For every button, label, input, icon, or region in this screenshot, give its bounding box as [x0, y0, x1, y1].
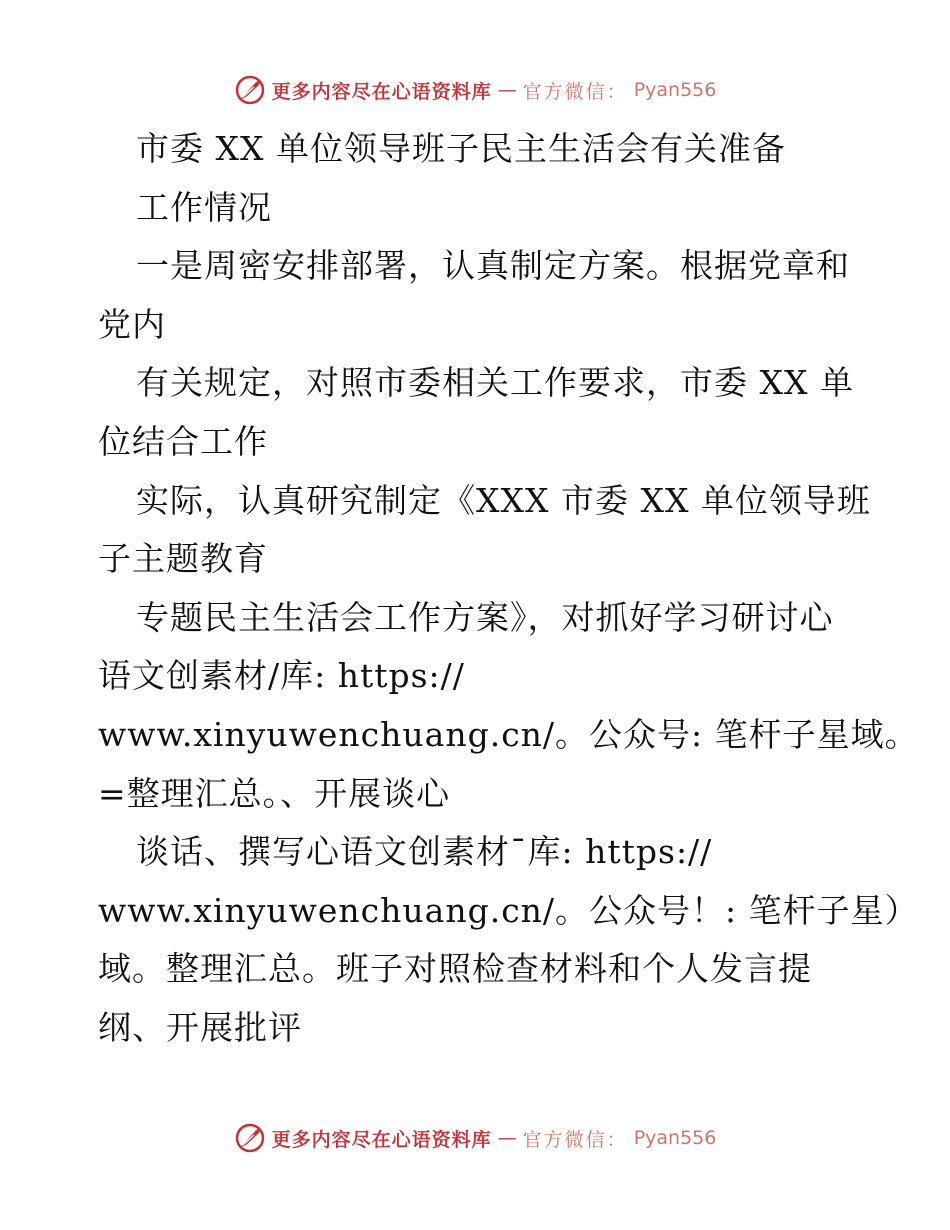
document-body [98, 120, 919, 1058]
feather-pen-logo-icon [234, 1122, 266, 1154]
footer-banner [0, 1118, 950, 1158]
footer-separator: — [497, 1127, 517, 1149]
banner-wechat-account: Pyan556 [633, 79, 717, 101]
banner-wechat-label: 官方微信： [522, 80, 628, 103]
paragraph-line: 有关规定，对照市委相关工作要求，市委 XX 单 [136, 363, 854, 403]
paragraph-line: 域。整理汇总。班子对照检查材料和个人发言提 [98, 949, 812, 989]
paragraph-line: 谈话、撰写心语文创素材¯库: https:// [136, 832, 713, 872]
paragraph-line: 语文创素材/库: https:// [98, 656, 465, 696]
paragraph-line: 子主题教育 [98, 539, 268, 579]
paragraph-line: 实际，认真研究制定《XXX 市委 XX 单位领导班 [136, 480, 871, 520]
feather-pen-logo-icon [234, 74, 266, 106]
title-line-2: 工作情况 [136, 187, 272, 227]
footer-wechat-account: Pyan556 [633, 1127, 717, 1149]
paragraph-line: 党内 [98, 304, 166, 344]
footer-wechat-label: 官方微信： [522, 1128, 628, 1151]
paragraph-line: www.xinyuwenchuang.cn/。公众号: 笔杆子星域。 [98, 714, 919, 754]
paragraph-line: =整理汇总。、开展谈心 [98, 773, 451, 813]
banner-separator: — [497, 79, 517, 101]
paragraph-line: 纲、开展批评 [98, 1007, 302, 1047]
header-banner [0, 70, 950, 110]
footer-site-name: 更多内容尽在心语资料库 [271, 1128, 492, 1151]
paragraph-line: 位结合工作 [98, 421, 268, 461]
paragraph-line: 专题民主生活会工作方案》，对抓好学习研讨心 [136, 597, 834, 637]
banner-site-name: 更多内容尽在心语资料库 [271, 80, 492, 103]
title-line-1: 市委 XX 单位领导班子民主生活会有关准备 [136, 129, 786, 168]
paragraph-line: 一是周密安排部署，认真制定方案。根据党章和 [136, 246, 850, 286]
paragraph-line: www.xinyuwenchuang.cn/。公众号！: 笔杆子星） [98, 890, 919, 930]
